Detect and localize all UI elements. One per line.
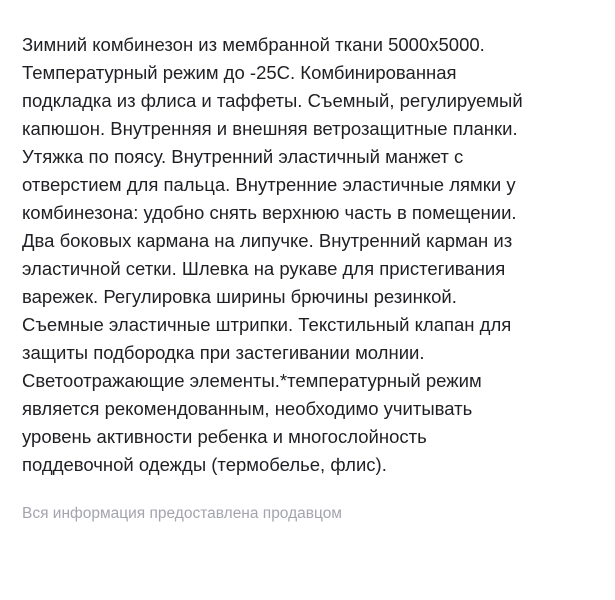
description-text: Зимний комбинезон из мембранной ткани 5000х5000. Температурный режим до -25С. Комбинированная подкладка из флиса и таффеты. Съемный, регулируемый капюшон. Внутренняя и внешняя ветрозащитные планки. Утяжка по поясу. Внутренний эластичный манжет с отверстием для пальца. Внутренние эластичные лямки у комбинезона: удобно снять верхнюю часть в помещении. Два боковых кармана на липучке. Внутренний карман из эластичной сетки. Шлевка на рукаве для пристегивания варежек. Регулировка ширины брючины резинкой. Съемные эластичные штрипки. Текстильный клапан для защиты подбородка при застегивании молнии. Светоотражающие элементы.*температурный режим является рекомендованным, необходимо учитывать уровень активности ребенка и многослойность поддевочной одежды (термобелье, флис). bbox=[22, 34, 523, 475]
seller-info-note: Вся информация предоставлена продавцом bbox=[22, 505, 342, 522]
product-description bbox=[22, 31, 597, 525]
